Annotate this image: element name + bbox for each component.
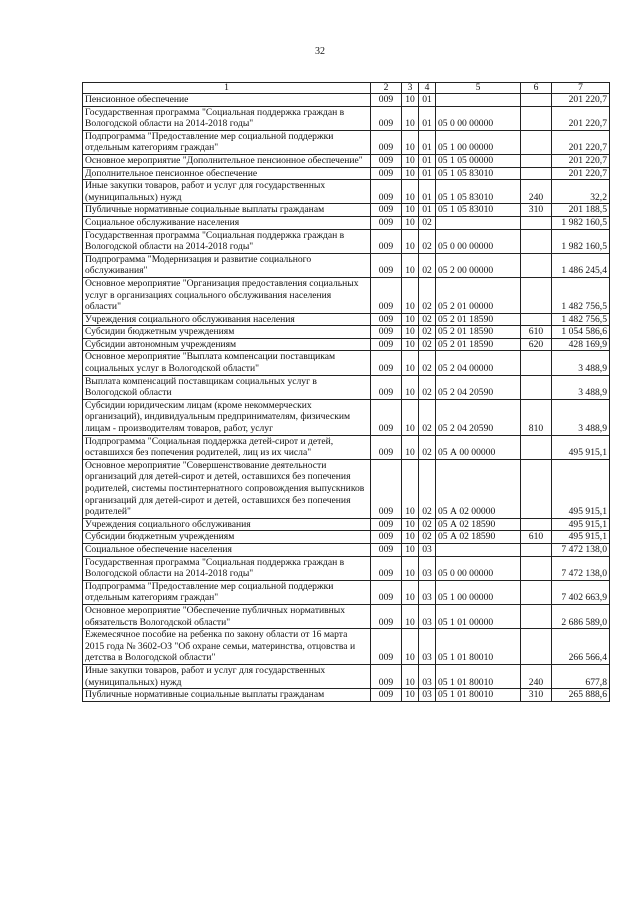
row-amount-cell: 1 982 160,5 [552,229,610,253]
row-code-target: 05 1 05 00000 [436,154,521,167]
row-code-subsection: 02 [419,435,436,459]
row-name-cell: Подпрограмма "Социальная поддержка детей-сирот и детей, оставшихся без попечения родителей, лиц из их числа" [83,435,371,459]
row-code-expense-type [521,580,552,604]
row-code-expense-type [521,253,552,277]
budget-table [82,82,610,702]
row-code-section: 10 [402,664,419,688]
row-code-expense-type [521,375,552,399]
row-code-target [436,94,521,107]
row-code-target: 05 1 05 83010 [436,167,521,180]
header-col-4: 4 [419,83,436,94]
row-code-expense-type: 620 [521,338,552,351]
row-code-admin: 009 [371,106,402,130]
row-code-target: 05 0 00 00000 [436,229,521,253]
row-code-expense-type: 810 [521,399,552,435]
table-row [83,154,610,167]
row-code-section: 10 [402,94,419,107]
row-code-admin: 009 [371,130,402,154]
row-code-subsection: 01 [419,130,436,154]
row-code-section: 10 [402,130,419,154]
row-code-target: 05 2 04 00000 [436,351,521,375]
row-amount-cell: 1 054 586,6 [552,326,610,339]
row-name-cell: Субсидии бюджетным учреждениям [83,531,371,544]
row-code-target: 05 2 00 00000 [436,253,521,277]
row-code-subsection: 03 [419,604,436,628]
row-code-subsection: 02 [419,229,436,253]
row-amount-cell: 677,8 [552,664,610,688]
row-code-admin: 009 [371,167,402,180]
row-code-section: 10 [402,106,419,130]
row-amount-cell: 428 169,9 [552,338,610,351]
table-row [83,94,610,107]
row-code-expense-type [521,130,552,154]
table-row [83,556,610,580]
row-name-cell: Государственная программа "Социальная поддержка граждан в Вологодской области на 2014-2018 годы" [83,106,371,130]
row-code-section: 10 [402,459,419,518]
row-code-subsection: 01 [419,94,436,107]
row-code-admin: 009 [371,351,402,375]
row-code-subsection: 03 [419,629,436,665]
row-code-expense-type [521,106,552,130]
header-col-1: 1 [83,83,371,94]
row-amount-cell: 2 686 589,0 [552,604,610,628]
row-code-admin: 009 [371,204,402,217]
row-name-cell: Основное мероприятие "Совершенствование деятельности организаций для детей-сирот и детей, оставшихся без попечения родителей, системы постинтернатного сопровождения выпускников организаций для детей-сирот и детей, оставшихся без попечения родителей" [83,459,371,518]
row-code-subsection: 01 [419,106,436,130]
row-amount-cell: 201 220,7 [552,94,610,107]
row-code-admin: 009 [371,313,402,326]
row-code-admin: 009 [371,277,402,313]
row-name-cell: Основное мероприятие "Выплата компенсации поставщикам социальных услуг в Вологодской области" [83,351,371,375]
row-code-expense-type [521,216,552,229]
row-code-admin: 009 [371,629,402,665]
row-code-expense-type [521,351,552,375]
row-code-expense-type [521,435,552,459]
row-code-section: 10 [402,629,419,665]
row-code-admin: 009 [371,580,402,604]
row-code-subsection: 03 [419,664,436,688]
row-code-section: 10 [402,435,419,459]
row-code-expense-type [521,543,552,556]
table-row [83,106,610,130]
row-code-section: 10 [402,580,419,604]
table-row [83,543,610,556]
row-code-admin: 009 [371,229,402,253]
row-code-target: 05 1 01 00000 [436,604,521,628]
row-code-section: 10 [402,326,419,339]
row-code-section: 10 [402,167,419,180]
row-code-admin: 009 [371,556,402,580]
row-code-section: 10 [402,338,419,351]
row-code-section: 10 [402,531,419,544]
row-code-target: 05 А 02 00000 [436,459,521,518]
row-code-expense-type [521,313,552,326]
row-code-expense-type [521,154,552,167]
table-row [83,435,610,459]
row-amount-cell: 3 488,9 [552,351,610,375]
row-code-section: 10 [402,313,419,326]
row-amount-cell: 495 915,1 [552,531,610,544]
row-amount-cell: 201 220,7 [552,167,610,180]
row-code-section: 10 [402,689,419,702]
row-code-expense-type [521,629,552,665]
row-code-admin: 009 [371,338,402,351]
row-code-section: 10 [402,556,419,580]
row-code-expense-type [521,556,552,580]
row-code-admin: 009 [371,459,402,518]
row-code-target: 05 1 05 83010 [436,180,521,204]
row-name-cell: Пенсионное обеспечение [83,94,371,107]
row-amount-cell: 32,2 [552,180,610,204]
row-code-admin: 009 [371,689,402,702]
table-row [83,326,610,339]
row-code-expense-type [521,459,552,518]
row-code-expense-type [521,277,552,313]
row-name-cell: Государственная программа "Социальная поддержка граждан в Вологодской области на 2014-2018 годы" [83,556,371,580]
row-code-target: 05 2 04 20590 [436,375,521,399]
row-code-target: 05 А 00 00000 [436,435,521,459]
row-name-cell: Иные закупки товаров, работ и услуг для государственных (муниципальных) нужд [83,664,371,688]
table-row [83,204,610,217]
table-row [83,180,610,204]
table-row [83,531,610,544]
row-amount-cell: 265 888,6 [552,689,610,702]
table-row [83,518,610,531]
row-name-cell: Подпрограмма "Предоставление мер социальной поддержки отдельным категориям граждан" [83,580,371,604]
row-code-subsection: 02 [419,253,436,277]
table-row [83,399,610,435]
row-code-target: 05 2 01 00000 [436,277,521,313]
row-code-expense-type: 310 [521,689,552,702]
row-code-target: 05 2 01 18590 [436,313,521,326]
row-name-cell: Ежемесячное пособие на ребенка по закону области от 16 марта 2015 года № 3602-ОЗ "Об охране семьи, материнства, отцовства и детства в Вологодской области" [83,629,371,665]
row-code-target: 05 1 01 80010 [436,689,521,702]
row-name-cell: Дополнительное пенсионное обеспечение [83,167,371,180]
row-name-cell: Подпрограмма "Модернизация и развитие социального обслуживания" [83,253,371,277]
table-row [83,338,610,351]
row-code-subsection: 02 [419,518,436,531]
row-code-target: 05 0 00 00000 [436,556,521,580]
row-name-cell: Субсидии автономным учреждениям [83,338,371,351]
row-code-target: 05 1 00 00000 [436,580,521,604]
row-code-target: 05 2 01 18590 [436,326,521,339]
row-code-expense-type: 610 [521,326,552,339]
row-code-expense-type [521,604,552,628]
row-code-target: 05 2 01 18590 [436,338,521,351]
row-code-subsection: 02 [419,351,436,375]
table-header-row [83,83,610,94]
row-amount-cell: 201 220,7 [552,106,610,130]
row-code-target [436,543,521,556]
row-code-section: 10 [402,277,419,313]
table-row [83,216,610,229]
row-name-cell: Субсидии бюджетным учреждениям [83,326,371,339]
row-code-subsection: 01 [419,154,436,167]
row-code-subsection: 01 [419,180,436,204]
row-amount-cell: 7 472 138,0 [552,543,610,556]
row-name-cell: Подпрограмма "Предоставление мер социальной поддержки отдельным категориям граждан" [83,130,371,154]
row-code-expense-type [521,167,552,180]
row-code-section: 10 [402,216,419,229]
row-code-subsection: 02 [419,531,436,544]
row-code-admin: 009 [371,531,402,544]
header-col-6: 6 [521,83,552,94]
header-col-5: 5 [436,83,521,94]
row-code-admin: 009 [371,326,402,339]
row-code-section: 10 [402,543,419,556]
row-code-subsection: 03 [419,543,436,556]
row-code-subsection: 03 [419,580,436,604]
row-code-subsection: 02 [419,338,436,351]
row-code-subsection: 02 [419,277,436,313]
row-name-cell: Государственная программа "Социальная поддержка граждан в Вологодской области на 2014-2018 годы" [83,229,371,253]
row-code-section: 10 [402,604,419,628]
row-code-subsection: 02 [419,375,436,399]
row-code-admin: 009 [371,664,402,688]
row-amount-cell: 3 488,9 [552,375,610,399]
table-row [83,130,610,154]
row-amount-cell: 495 915,1 [552,518,610,531]
table-row [83,604,610,628]
row-amount-cell: 1 982 160,5 [552,216,610,229]
row-code-subsection: 03 [419,556,436,580]
row-code-admin: 009 [371,375,402,399]
row-amount-cell: 1 486 245,4 [552,253,610,277]
row-code-expense-type [521,94,552,107]
row-code-target: 05 1 00 00000 [436,130,521,154]
row-code-target: 05 1 05 83010 [436,204,521,217]
row-amount-cell: 266 566,4 [552,629,610,665]
header-col-7: 7 [552,83,610,94]
page-number: 32 [315,46,325,57]
row-code-admin: 009 [371,154,402,167]
row-amount-cell: 201 220,7 [552,154,610,167]
row-name-cell: Выплата компенсаций поставщикам социальных услуг в Вологодской области [83,375,371,399]
row-amount-cell: 495 915,1 [552,459,610,518]
row-code-admin: 009 [371,604,402,628]
table-row [83,351,610,375]
row-name-cell: Социальное обслуживание населения [83,216,371,229]
table-row [83,313,610,326]
row-code-expense-type: 240 [521,180,552,204]
row-amount-cell: 7 472 138,0 [552,556,610,580]
row-code-expense-type: 310 [521,204,552,217]
row-name-cell: Основное мероприятие "Организация предоставления социальных услуг в организациях социального обслуживания населения области" [83,277,371,313]
row-code-admin: 009 [371,399,402,435]
table-row [83,167,610,180]
row-name-cell: Учреждения социального обслуживания [83,518,371,531]
row-amount-cell: 495 915,1 [552,435,610,459]
table-row [83,629,610,665]
table-row [83,229,610,253]
row-code-subsection: 02 [419,459,436,518]
row-code-section: 10 [402,204,419,217]
row-amount-cell: 201 220,7 [552,130,610,154]
table-row [83,375,610,399]
row-code-section: 10 [402,351,419,375]
table-row [83,459,610,518]
row-code-admin: 009 [371,216,402,229]
row-name-cell: Публичные нормативные социальные выплаты гражданам [83,689,371,702]
header-col-3: 3 [402,83,419,94]
row-code-target: 05 1 01 80010 [436,629,521,665]
row-amount-cell: 1 482 756,5 [552,277,610,313]
row-code-admin: 009 [371,94,402,107]
row-code-target: 05 1 01 80010 [436,664,521,688]
table-row [83,277,610,313]
row-amount-cell: 201 188,5 [552,204,610,217]
row-code-expense-type: 610 [521,531,552,544]
row-code-section: 10 [402,399,419,435]
row-code-admin: 009 [371,518,402,531]
table-body [83,94,610,702]
row-code-target: 05 0 00 00000 [436,106,521,130]
row-code-subsection: 02 [419,399,436,435]
row-name-cell: Публичные нормативные социальные выплаты гражданам [83,204,371,217]
row-code-subsection: 03 [419,689,436,702]
row-code-section: 10 [402,154,419,167]
row-name-cell: Основное мероприятие "Дополнительное пенсионное обеспечение" [83,154,371,167]
row-code-target: 05 А 02 18590 [436,518,521,531]
table-row [83,580,610,604]
row-code-expense-type [521,518,552,531]
table-row [83,253,610,277]
row-code-expense-type [521,229,552,253]
row-name-cell: Социальное обеспечение населения [83,543,371,556]
row-amount-cell: 1 482 756,5 [552,313,610,326]
row-name-cell: Субсидии юридическим лицам (кроме некоммерческих организаций), индивидуальным предпринимателям, физическим лицам - производителям товаров, работ, услуг [83,399,371,435]
table-row [83,664,610,688]
row-code-subsection: 02 [419,313,436,326]
row-amount-cell: 3 488,9 [552,399,610,435]
row-code-admin: 009 [371,435,402,459]
row-code-target: 05 2 04 20590 [436,399,521,435]
row-code-target: 05 А 02 18590 [436,531,521,544]
row-code-section: 10 [402,229,419,253]
row-name-cell: Учреждения социального обслуживания населения [83,313,371,326]
row-code-expense-type: 240 [521,664,552,688]
table-row [83,689,610,702]
row-code-target [436,216,521,229]
row-code-section: 10 [402,253,419,277]
row-code-admin: 009 [371,543,402,556]
row-amount-cell: 7 402 663,9 [552,580,610,604]
header-col-2: 2 [371,83,402,94]
row-code-section: 10 [402,375,419,399]
row-code-subsection: 01 [419,204,436,217]
row-name-cell: Основное мероприятие "Обеспечение публичных нормативных обязательств Вологодской области" [83,604,371,628]
row-code-section: 10 [402,518,419,531]
row-code-subsection: 02 [419,216,436,229]
row-code-admin: 009 [371,253,402,277]
row-name-cell: Иные закупки товаров, работ и услуг для государственных (муниципальных) нужд [83,180,371,204]
row-code-subsection: 01 [419,167,436,180]
row-code-section: 10 [402,180,419,204]
row-code-admin: 009 [371,180,402,204]
row-code-subsection: 02 [419,326,436,339]
